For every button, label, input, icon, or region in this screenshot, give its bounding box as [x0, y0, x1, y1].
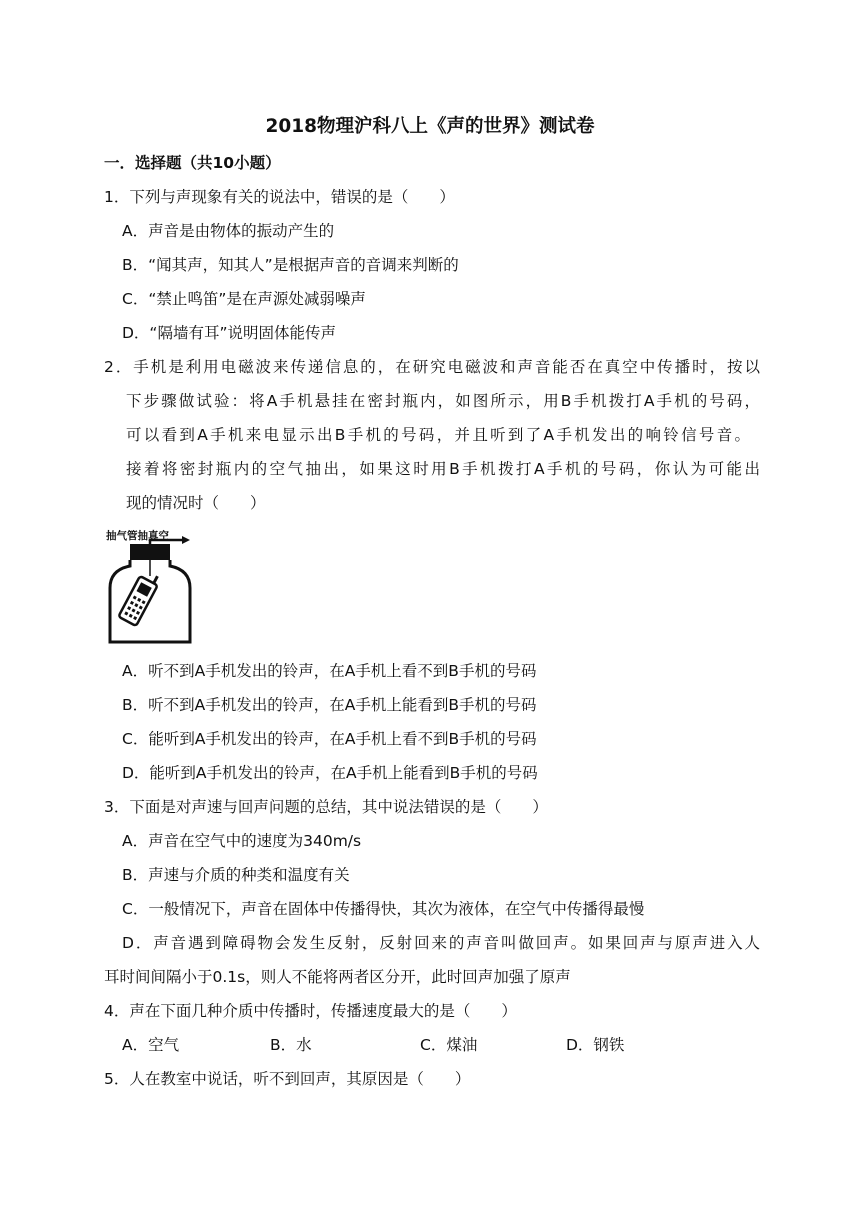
question-1-option-a: A．声音是由物体的振动产生的 [122, 222, 335, 240]
vacuum-jar-figure [104, 526, 200, 648]
vacuum-jar-phone-illustration [104, 526, 200, 648]
question-2-stem-line-5: 现的情况时（ ） [126, 494, 266, 512]
question-2-option-c: C．能听到A手机发出的铃声，在A手机上看不到B手机的号码 [122, 730, 537, 748]
question-4-stem: 4．声在下面几种介质中传播时，传播速度最大的是（ ） [104, 1002, 517, 1020]
question-2-stem-line-4: 接着将密封瓶内的空气抽出，如果这时用B手机拨打A手机的号码，你认为可能出 [126, 460, 760, 478]
question-3-stem: 3．下面是对声速与回声问题的总结，其中说法错误的是（ ） [104, 798, 548, 816]
question-5-stem: 5．人在教室中说话，听不到回声，其原因是（ ） [104, 1070, 471, 1088]
question-3-option-a: A．声音在空气中的速度为340m/s [122, 832, 362, 850]
question-3-option-c: C．一般情况下，声音在固体中传播得快，其次为液体，在空气中传播得最慢 [122, 900, 645, 918]
page-title: 2018物理沪科八上《声的世界》测试卷 [265, 116, 595, 137]
question-1-option-d: D．“隔墙有耳”说明固体能传声 [122, 324, 336, 342]
question-1-stem: 1．下列与声现象有关的说法中，错误的是（ ） [104, 188, 455, 206]
question-4-option-d: D．钢铁 [566, 1036, 625, 1054]
question-2-option-a: A．听不到A手机发出的铃声，在A手机上看不到B手机的号码 [122, 662, 537, 680]
question-2-stem-line-2: 下步骤做试验：将A手机悬挂在密封瓶内，如图所示，用B手机拨打A手机的号码， [126, 392, 760, 410]
figure-label: 抽气管抽真空 [106, 530, 169, 542]
question-1-option-b: B．“闻其声，知其人”是根据声音的音调来判断的 [122, 256, 459, 274]
question-1-option-c: C．“禁止鸣笛”是在声源处减弱噪声 [122, 290, 366, 308]
section-heading: 一．选择题（共10小题） [104, 154, 281, 172]
question-3-option-b: B．声速与介质的种类和温度有关 [122, 866, 350, 884]
question-2-option-b: B．听不到A手机发出的铃声，在A手机上能看到B手机的号码 [122, 696, 537, 714]
question-2-stem-line-3: 可以看到A手机来电显示出B手机的号码，并且听到了A手机发出的响铃信号音。 [126, 426, 750, 444]
question-4-option-a: A．空气 [122, 1036, 180, 1054]
question-4-option-c: C．煤油 [420, 1036, 478, 1054]
question-2-option-d: D．能听到A手机发出的铃声，在A手机上能看到B手机的号码 [122, 764, 538, 782]
question-3-option-d-line-1: D．声音遇到障碍物会发生反射，反射回来的声音叫做回声。如果回声与原声进入人 [122, 934, 760, 952]
question-3-option-d-line-2: 耳时间间隔小于0.1s，则人不能将两者区分开，此时回声加强了原声 [104, 968, 571, 986]
question-4-option-b: B．水 [270, 1036, 312, 1054]
question-2-stem-line-1: 2．手机是利用电磁波来传递信息的，在研究电磁波和声音能否在真空中传播时，按以 [104, 358, 760, 376]
